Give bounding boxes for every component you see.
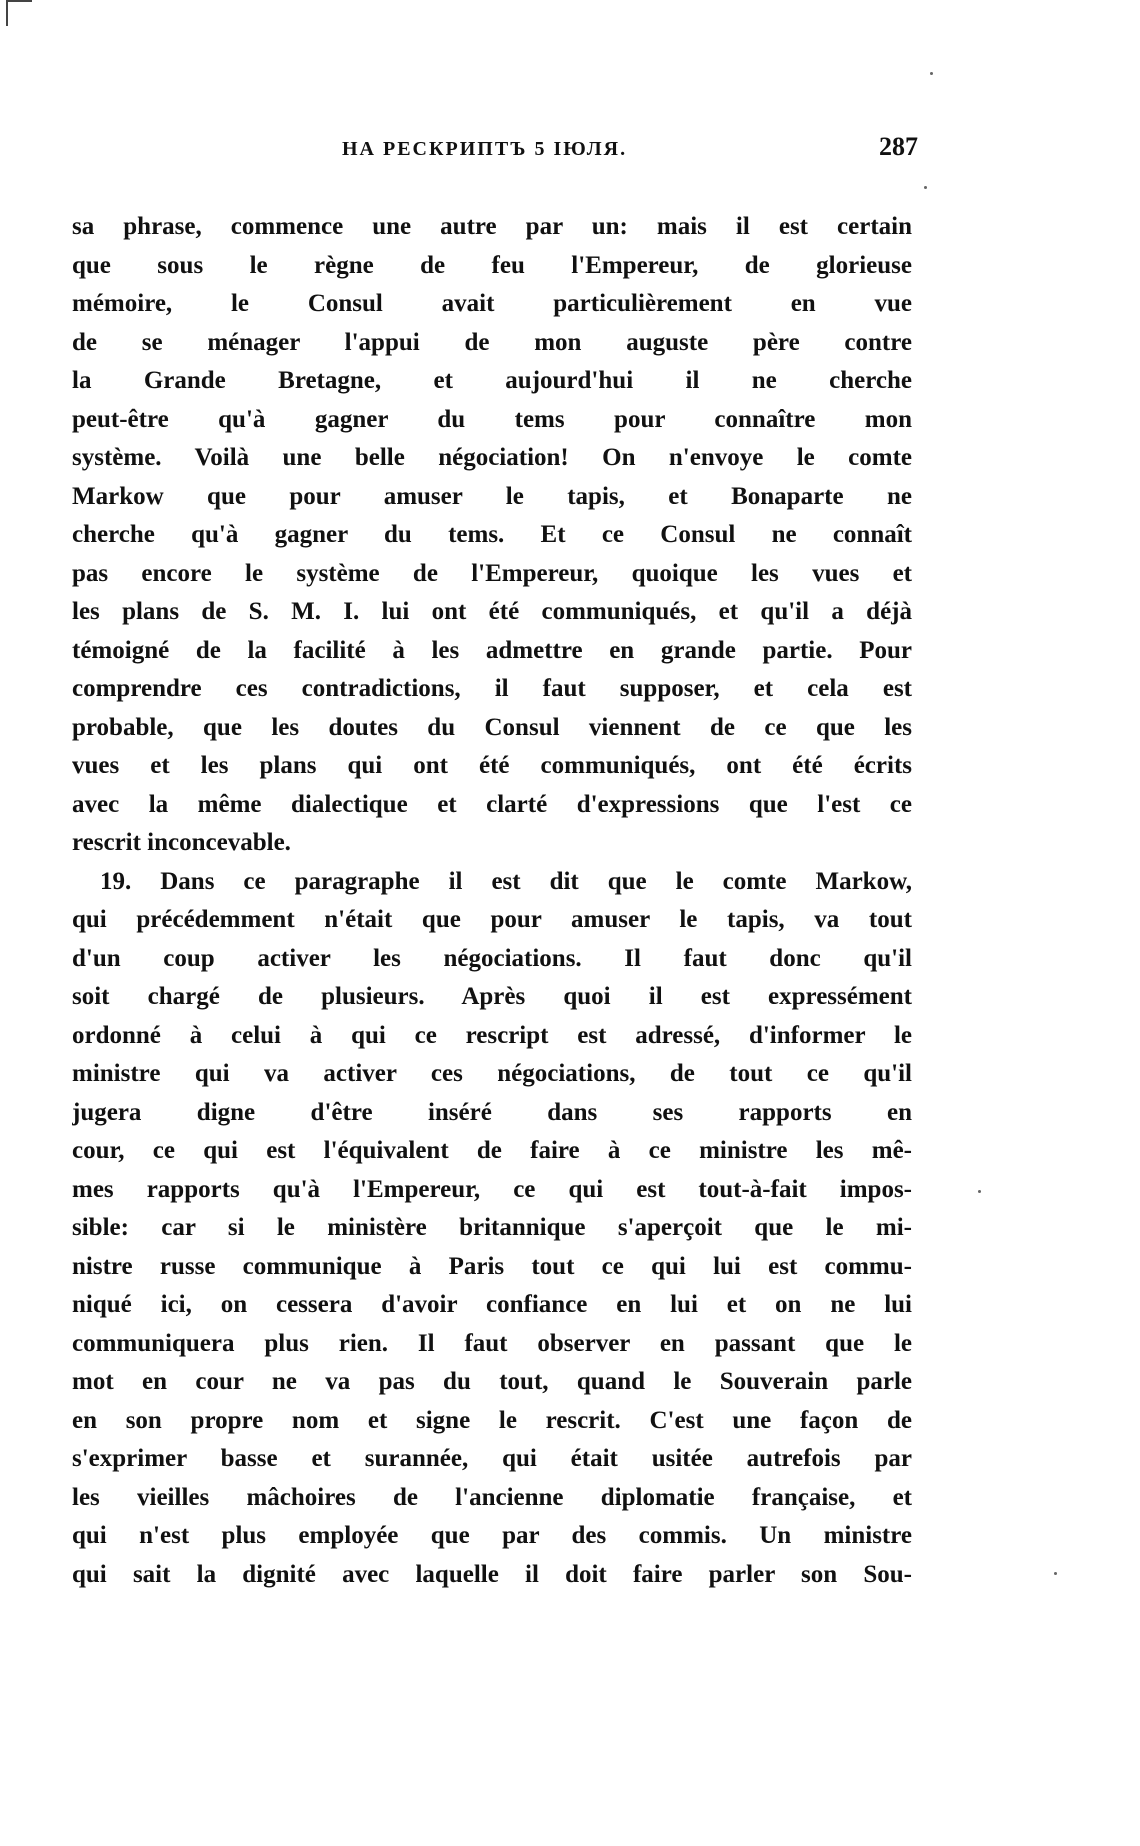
text-line: Markow que pour amuser le tapis, et Bonaparte ne (72, 482, 912, 510)
running-title: НА РЕСКРИПТЪ 5 ІЮЛЯ. (342, 138, 628, 160)
text-line: témoigné de la facilité à les admettre en grande partie. Pour (72, 636, 912, 664)
text-line: peut-être qu'à gagner du tems pour connaître mon (72, 405, 912, 433)
text-body (72, 208, 912, 1594)
text-line: cour, ce qui est l'équivalent de faire à ce ministre les mê- (72, 1137, 912, 1164)
text-line: avec la même dialectique et clarté d'expressions que l'est ce (72, 790, 912, 818)
text-line: s'exprimer basse et surannée, qui était usitée autrefois par (72, 1445, 912, 1472)
scan-speck (924, 186, 927, 189)
text-line: communiquera plus rien. Il faut observer en passant que le (72, 1329, 912, 1357)
text-line: vues et les plans qui ont été communiqués, ont été écrits (72, 752, 912, 779)
text-line: soit chargé de plusieurs. Après quoi il est expressément (72, 983, 912, 1010)
text-line: mot en cour ne va pas du tout, quand le Souverain parle (72, 1368, 912, 1395)
text-line: jugera digne d'être inséré dans ses rapports en (72, 1098, 912, 1126)
text-line: en son propre nom et signe le rescrit. C'est une façon de (72, 1406, 912, 1434)
text-line: que sous le règne de feu l'Empereur, de glorieuse (72, 251, 912, 279)
text-line: la Grande Bretagne, et aujourd'hui il ne cherche (72, 367, 912, 394)
text-line: qui n'est plus employée que par des commis. Un ministre (72, 1522, 912, 1549)
text-line: mes rapports qu'à l'Empereur, ce qui est tout-à-fait impos- (72, 1175, 912, 1203)
text-line: nistre russe communique à Paris tout ce qui lui est commu- (72, 1252, 912, 1280)
running-head (72, 132, 918, 172)
scan-speck (978, 1190, 981, 1193)
text-line: ordonné à celui à qui ce rescript est adressé, d'informer le (72, 1021, 912, 1049)
scan-speck (1054, 1572, 1057, 1575)
text-line: mémoire, le Consul avait particulièrement en vue (72, 290, 912, 317)
text-line: système. Voilà une belle négociation! On n'envoye le comte (72, 444, 912, 471)
text-line: les vieilles mâchoires de l'ancienne diplomatie française, et (72, 1483, 912, 1511)
text-line: pas encore le système de l'Empereur, quoique les vues et (72, 559, 912, 587)
scan-corner-mark (6, 0, 32, 26)
text-line: sa phrase, commence une autre par un: mais il est certain (72, 213, 912, 240)
text-line: les plans de S. M. I. lui ont été communiqués, et qu'il a déjà (72, 598, 912, 625)
text-line: d'un coup activer les négociations. Il faut donc qu'il (72, 944, 912, 972)
text-line: niqué ici, on cessera d'avoir confiance en lui et on ne lui (72, 1291, 912, 1318)
text-line: qui précédemment n'était que pour amuser le tapis, va tout (72, 906, 912, 933)
text-line: cherche qu'à gagner du tems. Et ce Consul ne connaît (72, 521, 912, 548)
text-line: rescrit inconcevable. (72, 829, 291, 856)
text-line: probable, que les doutes du Consul viennent de ce que les (72, 713, 912, 741)
paragraph-19-start: 19. Dans ce paragraphe il est dit que le comte Markow, (100, 867, 912, 895)
text-line: ministre qui va activer ces négociations, de tout ce qu'il (72, 1060, 912, 1087)
scan-speck (930, 72, 933, 75)
text-line: sible: car si le ministère britannique s'aperçoit que le mi- (72, 1214, 912, 1241)
page-number: 287 (879, 132, 918, 161)
text-line: comprendre ces contradictions, il faut supposer, et cela est (72, 675, 912, 702)
text-line: qui sait la dignité avec laquelle il doit faire parler son Sou- (72, 1560, 912, 1588)
book-page (72, 132, 918, 1594)
text-line: de se ménager l'appui de mon auguste père contre (72, 328, 912, 356)
